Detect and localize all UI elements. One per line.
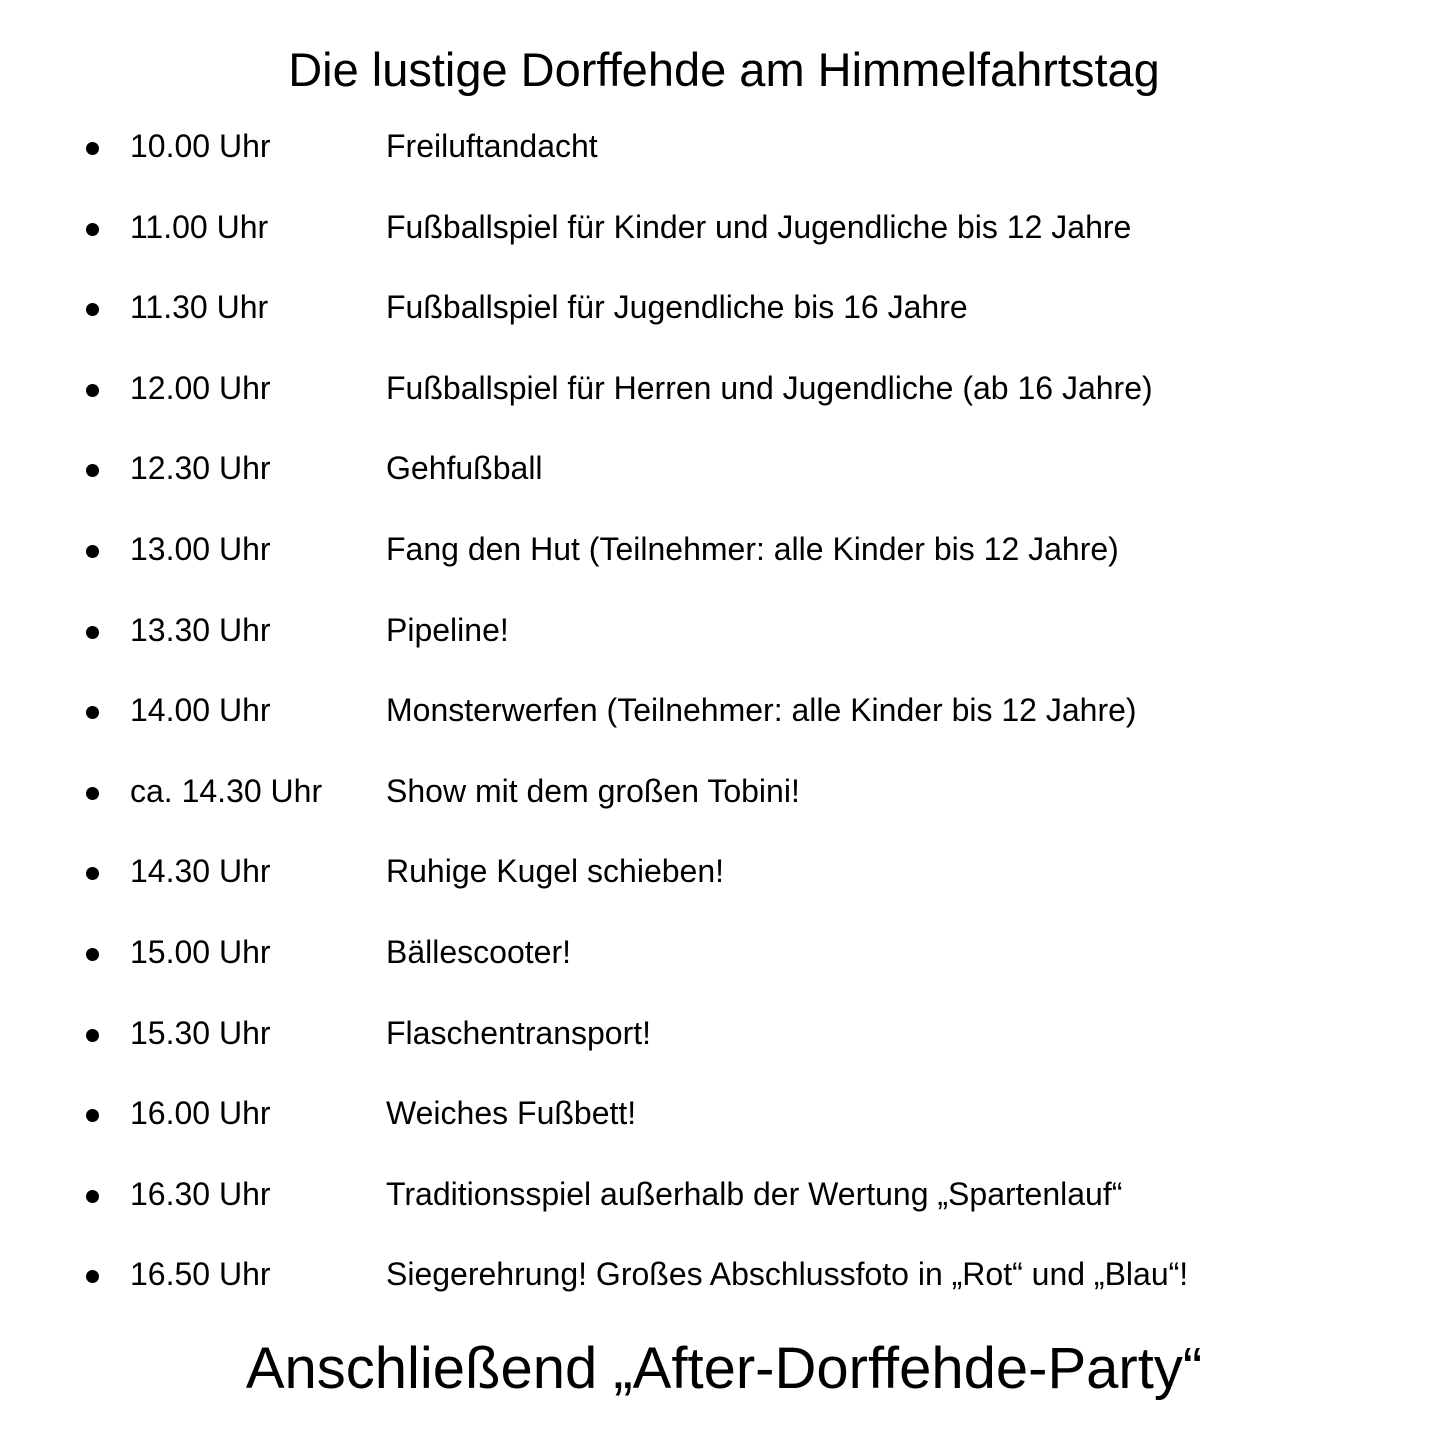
- schedule-event: Fußballspiel für Jugendliche bis 16 Jahre: [386, 289, 968, 326]
- bullet-icon: [86, 142, 99, 155]
- bullet-icon: [86, 1190, 99, 1203]
- schedule-time: 15.30 Uhr: [130, 1014, 271, 1051]
- schedule-time: 10.00 Uhr: [130, 128, 271, 164]
- schedule-time: 16.50 Uhr: [130, 1256, 271, 1293]
- bullet-icon: [86, 303, 99, 316]
- page-title: Die lustige Dorffehde am Himmelfahrtstag: [288, 43, 1160, 96]
- schedule-event: Fußballspiel für Kinder und Jugendliche bis 12 Jahre: [386, 208, 1132, 245]
- schedule-event: Flaschentransport!: [386, 1014, 652, 1051]
- schedule-time: 12.30 Uhr: [130, 450, 271, 487]
- bullet-icon: [86, 706, 99, 719]
- bullet-icon: [86, 1109, 99, 1122]
- schedule-time: 16.30 Uhr: [130, 1175, 271, 1212]
- bullet-icon: [86, 787, 99, 800]
- bullet-icon: [86, 867, 99, 880]
- schedule-event: Siegerehrung! Großes Abschlussfoto in „Rot“ und „Blau“!: [386, 1256, 1189, 1293]
- schedule-event: Pipeline!: [386, 611, 509, 648]
- schedule-time: 11.30 Uhr: [130, 289, 269, 326]
- bullet-icon: [86, 1029, 99, 1042]
- schedule-event: Gehfußball: [386, 450, 543, 487]
- schedule-time: 13.30 Uhr: [130, 611, 271, 648]
- bullet-icon: [86, 223, 99, 236]
- bullet-icon: [86, 384, 99, 397]
- bullet-icon: [86, 1270, 99, 1283]
- bullet-icon: [86, 626, 99, 639]
- bullet-icon: [86, 545, 99, 558]
- schedule-event: Fang den Hut (Teilnehmer: alle Kinder bis 12 Jahre): [386, 530, 1119, 567]
- bullet-icon: [86, 464, 99, 477]
- schedule-time: 14.00 Uhr: [130, 692, 271, 729]
- schedule-event: Show mit dem großen Tobini!: [386, 772, 800, 809]
- schedule-time: 15.00 Uhr: [130, 933, 271, 970]
- schedule-time: 12.00 Uhr: [130, 369, 271, 406]
- schedule-event: Weiches Fußbett!: [386, 1095, 637, 1132]
- schedule-time: 11.00 Uhr: [130, 208, 269, 245]
- schedule-time: 14.30 Uhr: [130, 853, 271, 890]
- bullet-icon: [86, 948, 99, 961]
- schedule-time: 13.00 Uhr: [130, 530, 271, 567]
- footer-announcement: Anschließend „After-Dorffehde-Party“: [245, 1336, 1203, 1401]
- schedule-time: ca. 14.30 Uhr: [130, 772, 323, 809]
- schedule-time: 16.00 Uhr: [130, 1095, 271, 1132]
- schedule-event: Ruhige Kugel schieben!: [386, 853, 725, 890]
- schedule-event: Fußballspiel für Herren und Jugendliche (ab 16 Jahre): [386, 369, 1153, 406]
- schedule-event: Monsterwerfen (Teilnehmer: alle Kinder bis 12 Jahre): [386, 692, 1137, 729]
- schedule-event: Bällescooter!: [386, 933, 571, 970]
- schedule-event: Traditionsspiel außerhalb der Wertung „Spartenlauf“: [386, 1175, 1123, 1212]
- schedule-event: Freiluftandacht: [386, 128, 598, 164]
